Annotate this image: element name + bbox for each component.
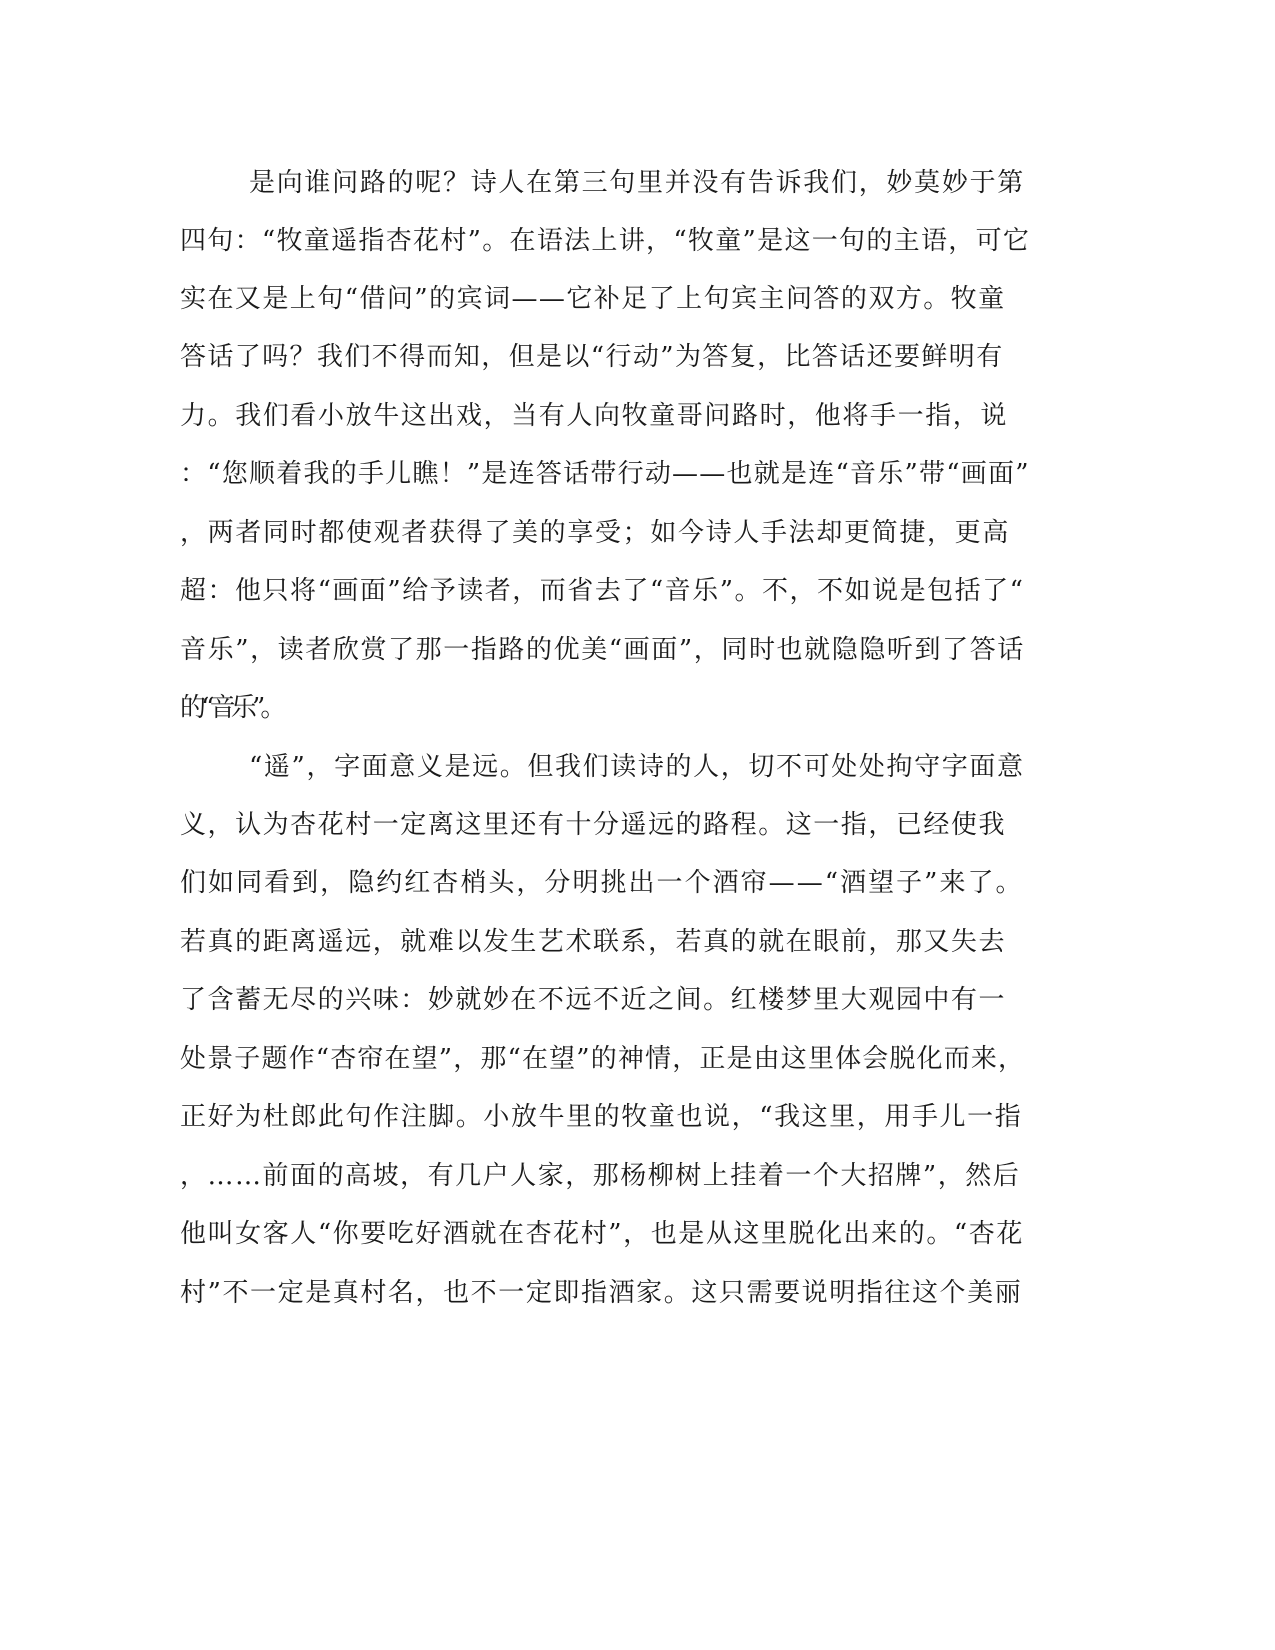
text-line: 答话了吗？我们不得而知，但是以“行动”为答复，比答话还要鲜明有 (180, 342, 1004, 372)
text-line: 实在又是上句“借问”的宾词——它补足了上句宾主问答的双方。牧童 (180, 284, 1006, 314)
text-line: ，两者同时都使观者获得了美的享受；如今诗人手法却更简捷，更高 (180, 518, 1011, 548)
text-line: 村”不一定是真村名，也不一定即指酒家。这只需要说明指往这个美丽 (180, 1278, 1023, 1308)
text-line: 正好为杜郎此句作注脚。小放牛里的牧童也说，“我这里，用手儿一指 (180, 1102, 1023, 1132)
text-line: ：“您顺着我的手儿瞧！”是连答话带行动——也就是连“音乐”带“画面” (180, 459, 1030, 489)
text-line: 四句：“牧童遥指杏花村”。在语法上讲，“牧童”是这一句的主语，可它 (180, 226, 1031, 256)
text-line: 的“音乐”。 (180, 693, 282, 723)
text-line: 处景子题作“杏帘在望”，那“在望”的神情，正是由这里体会脱化而来， (180, 1044, 1026, 1074)
text-line: 是向谁问路的呢？诗人在第三句里并没有告诉我们，妙莫妙于第 (249, 168, 1026, 198)
text-line: 音乐”，读者欣赏了那一指路的优美“画面”，同时也就隐隐听到了答话 (180, 635, 1025, 665)
text-line: 们如同看到，隐约红杏梢头，分明挑出一个酒帘——“酒望子”来了。 (180, 868, 1024, 898)
text-line: 力。我们看小放牛这出戏，当有人向牧童哥问路时，他将手一指，说 (180, 401, 1009, 431)
text-line: 超：他只将“画面”给予读者，而省去了“音乐”。不，不如说是包括了“ (180, 576, 1025, 606)
text-line: 若真的距离遥远，就难以发生艺术联系，若真的就在眼前，那又失去 (180, 927, 1007, 957)
text-line: 他叫女客人“你要吃好酒就在杏花村”，也是从这里脱化出来的。“杏花 (180, 1219, 1024, 1249)
text-line: 了含蓄无尽的兴味：妙就妙在不远不近之间。红楼梦里大观园中有一 (180, 985, 1007, 1015)
text-line: ，……前面的高坡，有几户人家，那杨柳树上挂着一个大招牌”，然后 (180, 1161, 1021, 1191)
text-line: “遥”，字面意义是远。但我们读诗的人，切不可处处拘守字面意 (249, 752, 1025, 782)
text-line: 义，认为杏花村一定离这里还有十分遥远的路程。这一指，已经使我 (180, 810, 1007, 840)
